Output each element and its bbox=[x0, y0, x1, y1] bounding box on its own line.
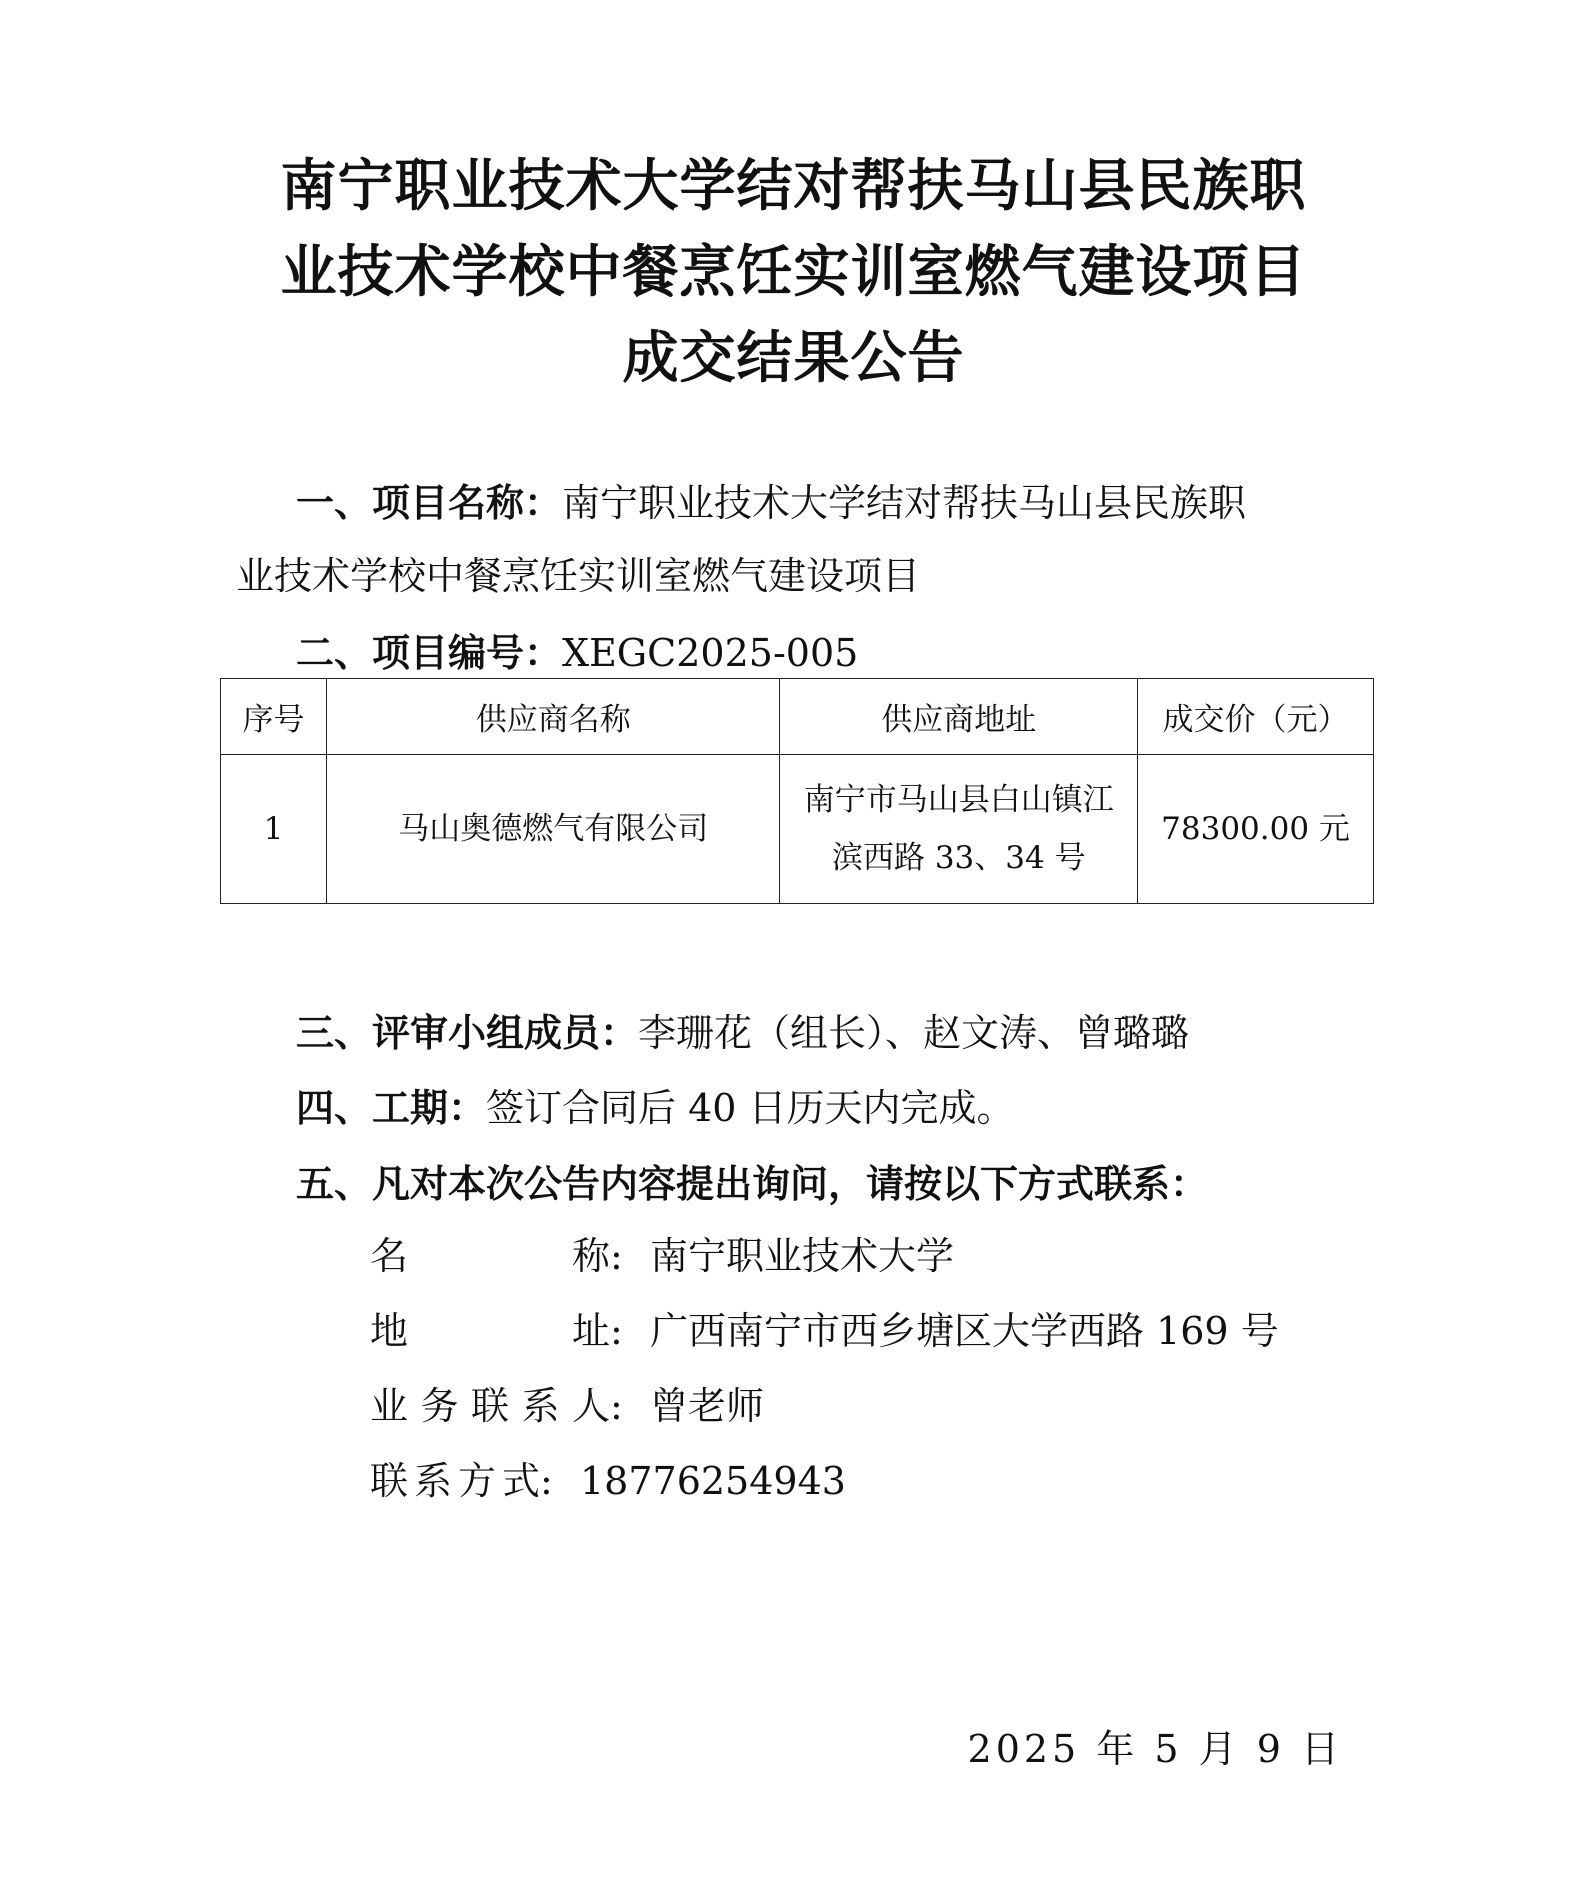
table-row bbox=[221, 755, 1374, 904]
section-project-name-value-2: 业技术学校中餐烹饪实训室燃气建设项目 bbox=[236, 554, 921, 598]
cell-price: 78300.00 元 bbox=[1138, 755, 1374, 904]
cell-supplier-address bbox=[780, 755, 1138, 904]
section-review-panel-value: 李珊花（组长）、赵文涛、曾璐璐 bbox=[638, 1011, 1190, 1055]
result-table bbox=[220, 678, 1374, 904]
cell-supplier-address-line-1: 南宁市马山县白山镇江 bbox=[803, 782, 1114, 818]
header-no: 序号 bbox=[221, 679, 327, 755]
contact-person-colon: : bbox=[610, 1384, 623, 1428]
contact-address-colon: : bbox=[610, 1309, 623, 1353]
contact-person-label: 业务联系人 bbox=[370, 1384, 610, 1428]
section-project-name-value-1: 南宁职业技术大学结对帮扶马山县民族职 bbox=[562, 481, 1247, 525]
cell-supplier-name: 马山奥德燃气有限公司 bbox=[327, 755, 780, 904]
section-project-code-label: 二、项目编号： bbox=[296, 631, 563, 675]
contact-person-value: 曾老师 bbox=[650, 1384, 765, 1428]
section-project-name bbox=[296, 472, 1246, 527]
contact-phone-row bbox=[370, 1450, 846, 1505]
contact-address-row bbox=[370, 1300, 1279, 1355]
contact-phone-label: 联系方式 bbox=[370, 1459, 540, 1503]
contact-address-label: 地址 bbox=[370, 1309, 610, 1353]
section-project-code-value: XEGC2025-005 bbox=[562, 631, 859, 675]
cell-supplier-address-line-2: 滨西路 33、34 号 bbox=[831, 840, 1086, 876]
section-review-panel-label: 三、评审小组成员： bbox=[296, 1011, 639, 1055]
section-review-panel bbox=[296, 1002, 1189, 1057]
title-line-1: 南宁职业技术大学结对帮扶马山县民族职 bbox=[280, 154, 1307, 219]
contact-phone-colon: : bbox=[540, 1459, 553, 1503]
section-project-code bbox=[296, 622, 858, 677]
contact-name-value: 南宁职业技术大学 bbox=[650, 1234, 955, 1278]
header-supplier-name: 供应商名称 bbox=[327, 679, 780, 755]
title-line-3: 成交结果公告 bbox=[622, 326, 965, 391]
header-price: 成交价（元） bbox=[1138, 679, 1374, 755]
header-supplier-address: 供应商地址 bbox=[780, 679, 1138, 755]
contact-name-colon: : bbox=[610, 1234, 623, 1278]
contact-name-label: 名称 bbox=[370, 1234, 610, 1278]
section-duration-label: 四、工期： bbox=[296, 1086, 487, 1130]
section-contact-heading: 五、凡对本次公告内容提出询问，请按以下方式联系： bbox=[296, 1162, 1209, 1206]
contact-phone-value: 18776254943 bbox=[580, 1459, 846, 1503]
announcement-date: 2025 年 5 月 9 日 bbox=[967, 1727, 1343, 1771]
contact-person-row bbox=[370, 1375, 764, 1430]
section-duration bbox=[296, 1077, 1015, 1132]
contact-name-row bbox=[370, 1225, 954, 1280]
table-header-row bbox=[221, 679, 1374, 755]
cell-no: 1 bbox=[221, 755, 327, 904]
section-duration-value: 签订合同后 40 日历天内完成。 bbox=[486, 1086, 1015, 1130]
section-project-name-label: 一、项目名称： bbox=[296, 481, 563, 525]
contact-address-value: 广西南宁市西乡塘区大学西路 169 号 bbox=[650, 1309, 1279, 1353]
title-line-2: 业技术学校中餐烹饪实训室燃气建设项目 bbox=[280, 240, 1307, 305]
